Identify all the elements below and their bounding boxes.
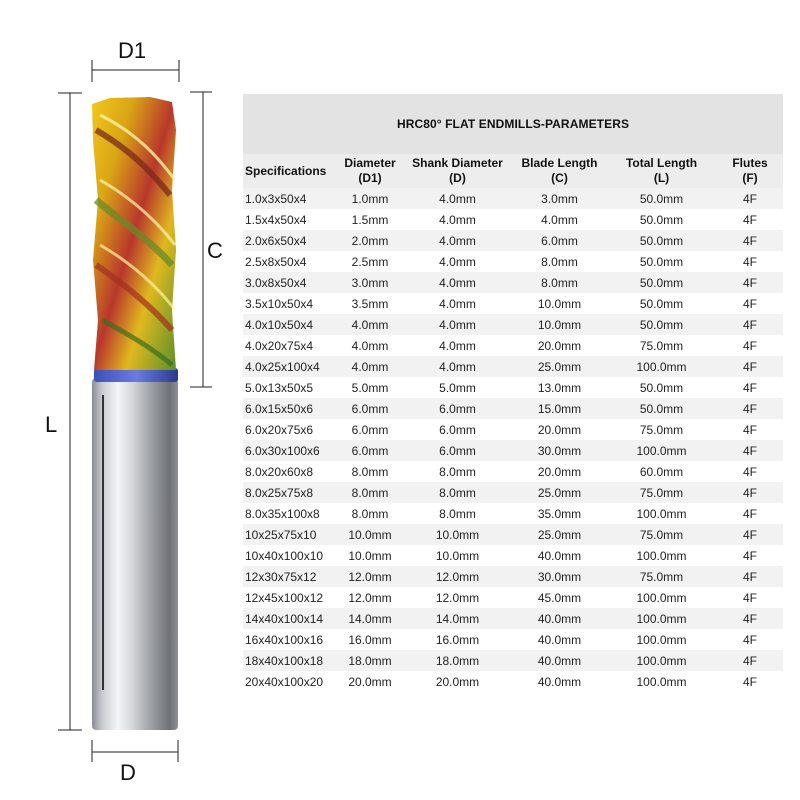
column-header-line2: (D) bbox=[449, 171, 466, 185]
spec-cell: 16x40x100x16 bbox=[243, 629, 338, 650]
column-header bbox=[717, 154, 783, 188]
table-row bbox=[243, 209, 783, 230]
value-cell: 4F bbox=[717, 272, 783, 293]
value-cell: 25.0mm bbox=[513, 482, 606, 503]
table-row bbox=[243, 587, 783, 608]
value-cell: 25.0mm bbox=[513, 524, 606, 545]
table-title-row bbox=[243, 94, 783, 154]
value-cell: 16.0mm bbox=[402, 629, 513, 650]
value-cell: 40.0mm bbox=[513, 545, 606, 566]
table-row bbox=[243, 272, 783, 293]
value-cell: 10.0mm bbox=[338, 545, 402, 566]
value-cell: 35.0mm bbox=[513, 503, 606, 524]
value-cell: 4F bbox=[717, 419, 783, 440]
table-row bbox=[243, 377, 783, 398]
value-cell: 3.5mm bbox=[338, 293, 402, 314]
table-title: HRC80° FLAT ENDMILLS-PARAMETERS bbox=[243, 94, 783, 154]
table-row bbox=[243, 398, 783, 419]
table-row bbox=[243, 461, 783, 482]
table-body bbox=[243, 188, 783, 692]
table-row bbox=[243, 251, 783, 272]
value-cell: 8.0mm bbox=[513, 272, 606, 293]
value-cell: 100.0mm bbox=[606, 587, 717, 608]
spec-cell: 4.0x25x100x4 bbox=[243, 356, 338, 377]
value-cell: 16.0mm bbox=[338, 629, 402, 650]
value-cell: 3.0mm bbox=[338, 272, 402, 293]
value-cell: 12.0mm bbox=[402, 587, 513, 608]
spec-cell: 2.5x8x50x4 bbox=[243, 251, 338, 272]
column-header-line2: (L) bbox=[653, 171, 670, 185]
value-cell: 8.0mm bbox=[513, 251, 606, 272]
value-cell: 4F bbox=[717, 524, 783, 545]
value-cell: 20.0mm bbox=[402, 671, 513, 692]
value-cell: 4F bbox=[717, 629, 783, 650]
spec-cell: 2.0x6x50x4 bbox=[243, 230, 338, 251]
value-cell: 18.0mm bbox=[338, 650, 402, 671]
value-cell: 4.0mm bbox=[402, 230, 513, 251]
value-cell: 4.0mm bbox=[402, 356, 513, 377]
value-cell: 10.0mm bbox=[402, 524, 513, 545]
value-cell: 100.0mm bbox=[606, 356, 717, 377]
value-cell: 60.0mm bbox=[606, 461, 717, 482]
value-cell: 6.0mm bbox=[513, 230, 606, 251]
value-cell: 50.0mm bbox=[606, 398, 717, 419]
value-cell: 15.0mm bbox=[513, 398, 606, 419]
value-cell: 4.0mm bbox=[402, 293, 513, 314]
column-header bbox=[402, 154, 513, 188]
value-cell: 4F bbox=[717, 482, 783, 503]
value-cell: 4.0mm bbox=[402, 188, 513, 209]
value-cell: 8.0mm bbox=[402, 503, 513, 524]
value-cell: 4F bbox=[717, 671, 783, 692]
value-cell: 4F bbox=[717, 209, 783, 230]
value-cell: 4.0mm bbox=[513, 209, 606, 230]
coating-band bbox=[94, 368, 178, 382]
value-cell: 6.0mm bbox=[402, 419, 513, 440]
table-row bbox=[243, 545, 783, 566]
value-cell: 100.0mm bbox=[606, 545, 717, 566]
spec-cell: 1.5x4x50x4 bbox=[243, 209, 338, 230]
value-cell: 8.0mm bbox=[338, 503, 402, 524]
dimension-label-c: C bbox=[207, 238, 223, 263]
value-cell: 3.0mm bbox=[513, 188, 606, 209]
value-cell: 14.0mm bbox=[402, 608, 513, 629]
dimension-label-d1: D1 bbox=[118, 38, 147, 63]
column-header-line2: (C) bbox=[551, 171, 568, 185]
spec-cell: 3.5x10x50x4 bbox=[243, 293, 338, 314]
shank bbox=[92, 378, 178, 730]
table-row bbox=[243, 419, 783, 440]
value-cell: 40.0mm bbox=[513, 608, 606, 629]
spec-cell: 8.0x20x60x8 bbox=[243, 461, 338, 482]
table-row bbox=[243, 629, 783, 650]
value-cell: 100.0mm bbox=[606, 503, 717, 524]
value-cell: 14.0mm bbox=[338, 608, 402, 629]
value-cell: 4F bbox=[717, 188, 783, 209]
value-cell: 50.0mm bbox=[606, 230, 717, 251]
spec-cell: 20x40x100x20 bbox=[243, 671, 338, 692]
value-cell: 4F bbox=[717, 461, 783, 482]
table-row bbox=[243, 188, 783, 209]
table-header-row bbox=[243, 154, 783, 188]
spec-cell: 6.0x20x75x6 bbox=[243, 419, 338, 440]
spec-cell: 10x40x100x10 bbox=[243, 545, 338, 566]
value-cell: 100.0mm bbox=[606, 608, 717, 629]
table-row bbox=[243, 314, 783, 335]
spec-cell: 12x45x100x12 bbox=[243, 587, 338, 608]
spec-cell: 8.0x25x75x8 bbox=[243, 482, 338, 503]
value-cell: 6.0mm bbox=[338, 398, 402, 419]
value-cell: 50.0mm bbox=[606, 293, 717, 314]
value-cell: 4F bbox=[717, 230, 783, 251]
spec-cell: 18x40x100x18 bbox=[243, 650, 338, 671]
column-header-line1: Flutes bbox=[732, 156, 768, 170]
value-cell: 4.0mm bbox=[402, 209, 513, 230]
value-cell: 4F bbox=[717, 314, 783, 335]
spec-cell: 5.0x13x50x5 bbox=[243, 377, 338, 398]
value-cell: 4F bbox=[717, 587, 783, 608]
value-cell: 100.0mm bbox=[606, 629, 717, 650]
value-cell: 13.0mm bbox=[513, 377, 606, 398]
column-header-line1: Total Length bbox=[625, 156, 698, 170]
value-cell: 20.0mm bbox=[338, 671, 402, 692]
table-row bbox=[243, 356, 783, 377]
table-row bbox=[243, 293, 783, 314]
value-cell: 20.0mm bbox=[513, 419, 606, 440]
value-cell: 75.0mm bbox=[606, 419, 717, 440]
spec-cell: 8.0x35x100x8 bbox=[243, 503, 338, 524]
value-cell: 20.0mm bbox=[513, 461, 606, 482]
value-cell: 2.5mm bbox=[338, 251, 402, 272]
value-cell: 12.0mm bbox=[338, 566, 402, 587]
value-cell: 100.0mm bbox=[606, 650, 717, 671]
value-cell: 100.0mm bbox=[606, 440, 717, 461]
value-cell: 4F bbox=[717, 356, 783, 377]
spec-cell: 1.0x3x50x4 bbox=[243, 188, 338, 209]
value-cell: 4.0mm bbox=[338, 356, 402, 377]
value-cell: 18.0mm bbox=[402, 650, 513, 671]
value-cell: 8.0mm bbox=[402, 461, 513, 482]
value-cell: 2.0mm bbox=[338, 230, 402, 251]
value-cell: 6.0mm bbox=[338, 419, 402, 440]
column-header bbox=[243, 154, 338, 188]
value-cell: 40.0mm bbox=[513, 671, 606, 692]
value-cell: 4.0mm bbox=[402, 335, 513, 356]
table-row bbox=[243, 482, 783, 503]
column-header-line1: Blade Length bbox=[521, 156, 598, 170]
spec-cell: 4.0x10x50x4 bbox=[243, 314, 338, 335]
value-cell: 50.0mm bbox=[606, 209, 717, 230]
value-cell: 5.0mm bbox=[402, 377, 513, 398]
column-header-line2: (F) bbox=[742, 171, 758, 185]
value-cell: 10.0mm bbox=[513, 293, 606, 314]
value-cell: 50.0mm bbox=[606, 188, 717, 209]
value-cell: 40.0mm bbox=[513, 629, 606, 650]
value-cell: 12.0mm bbox=[338, 587, 402, 608]
value-cell: 10.0mm bbox=[402, 545, 513, 566]
value-cell: 75.0mm bbox=[606, 335, 717, 356]
value-cell: 4.0mm bbox=[402, 314, 513, 335]
value-cell: 50.0mm bbox=[606, 251, 717, 272]
value-cell: 10.0mm bbox=[338, 524, 402, 545]
table-row bbox=[243, 440, 783, 461]
table-row bbox=[243, 503, 783, 524]
value-cell: 12.0mm bbox=[402, 566, 513, 587]
table-row bbox=[243, 230, 783, 251]
spec-cell: 6.0x15x50x6 bbox=[243, 398, 338, 419]
value-cell: 75.0mm bbox=[606, 482, 717, 503]
value-cell: 25.0mm bbox=[513, 356, 606, 377]
value-cell: 6.0mm bbox=[402, 440, 513, 461]
value-cell: 4F bbox=[717, 398, 783, 419]
table-row bbox=[243, 524, 783, 545]
table-row bbox=[243, 671, 783, 692]
spec-cell: 4.0x20x75x4 bbox=[243, 335, 338, 356]
column-header-line1: Specifications bbox=[245, 163, 327, 178]
value-cell: 45.0mm bbox=[513, 587, 606, 608]
value-cell: 1.0mm bbox=[338, 188, 402, 209]
value-cell: 4F bbox=[717, 503, 783, 524]
table-row bbox=[243, 566, 783, 587]
column-header-line2: (D1) bbox=[358, 171, 382, 185]
column-header bbox=[513, 154, 606, 188]
value-cell: 20.0mm bbox=[513, 335, 606, 356]
value-cell: 30.0mm bbox=[513, 566, 606, 587]
parameters-table bbox=[243, 94, 783, 692]
table-row bbox=[243, 335, 783, 356]
value-cell: 4F bbox=[717, 566, 783, 587]
value-cell: 50.0mm bbox=[606, 377, 717, 398]
value-cell: 6.0mm bbox=[338, 440, 402, 461]
value-cell: 75.0mm bbox=[606, 566, 717, 587]
value-cell: 4F bbox=[717, 335, 783, 356]
value-cell: 4F bbox=[717, 650, 783, 671]
value-cell: 8.0mm bbox=[402, 482, 513, 503]
spec-cell: 12x30x75x12 bbox=[243, 566, 338, 587]
value-cell: 1.5mm bbox=[338, 209, 402, 230]
value-cell: 5.0mm bbox=[338, 377, 402, 398]
column-header-line1: Diameter bbox=[344, 156, 396, 170]
value-cell: 4F bbox=[717, 608, 783, 629]
column-header bbox=[606, 154, 717, 188]
value-cell: 40.0mm bbox=[513, 650, 606, 671]
value-cell: 10.0mm bbox=[513, 314, 606, 335]
value-cell: 4.0mm bbox=[338, 335, 402, 356]
table-row bbox=[243, 650, 783, 671]
value-cell: 8.0mm bbox=[338, 482, 402, 503]
value-cell: 50.0mm bbox=[606, 314, 717, 335]
value-cell: 4F bbox=[717, 293, 783, 314]
spec-cell: 6.0x30x100x6 bbox=[243, 440, 338, 461]
table-row bbox=[243, 608, 783, 629]
value-cell: 6.0mm bbox=[402, 398, 513, 419]
value-cell: 30.0mm bbox=[513, 440, 606, 461]
value-cell: 4.0mm bbox=[402, 251, 513, 272]
dimension-label-l: L bbox=[45, 412, 58, 437]
column-header-line1: Shank Diameter bbox=[412, 156, 503, 170]
value-cell: 100.0mm bbox=[606, 671, 717, 692]
spec-cell: 14x40x100x14 bbox=[243, 608, 338, 629]
value-cell: 4F bbox=[717, 251, 783, 272]
endmill-illustration bbox=[0, 0, 240, 800]
value-cell: 4F bbox=[717, 545, 783, 566]
column-header bbox=[338, 154, 402, 188]
value-cell: 50.0mm bbox=[606, 272, 717, 293]
spec-cell: 3.0x8x50x4 bbox=[243, 272, 338, 293]
spec-cell: 10x25x75x10 bbox=[243, 524, 338, 545]
value-cell: 4.0mm bbox=[402, 272, 513, 293]
dimension-label-d: D bbox=[120, 760, 136, 785]
value-cell: 4F bbox=[717, 440, 783, 461]
value-cell: 8.0mm bbox=[338, 461, 402, 482]
value-cell: 4.0mm bbox=[338, 314, 402, 335]
value-cell: 4F bbox=[717, 377, 783, 398]
value-cell: 75.0mm bbox=[606, 524, 717, 545]
